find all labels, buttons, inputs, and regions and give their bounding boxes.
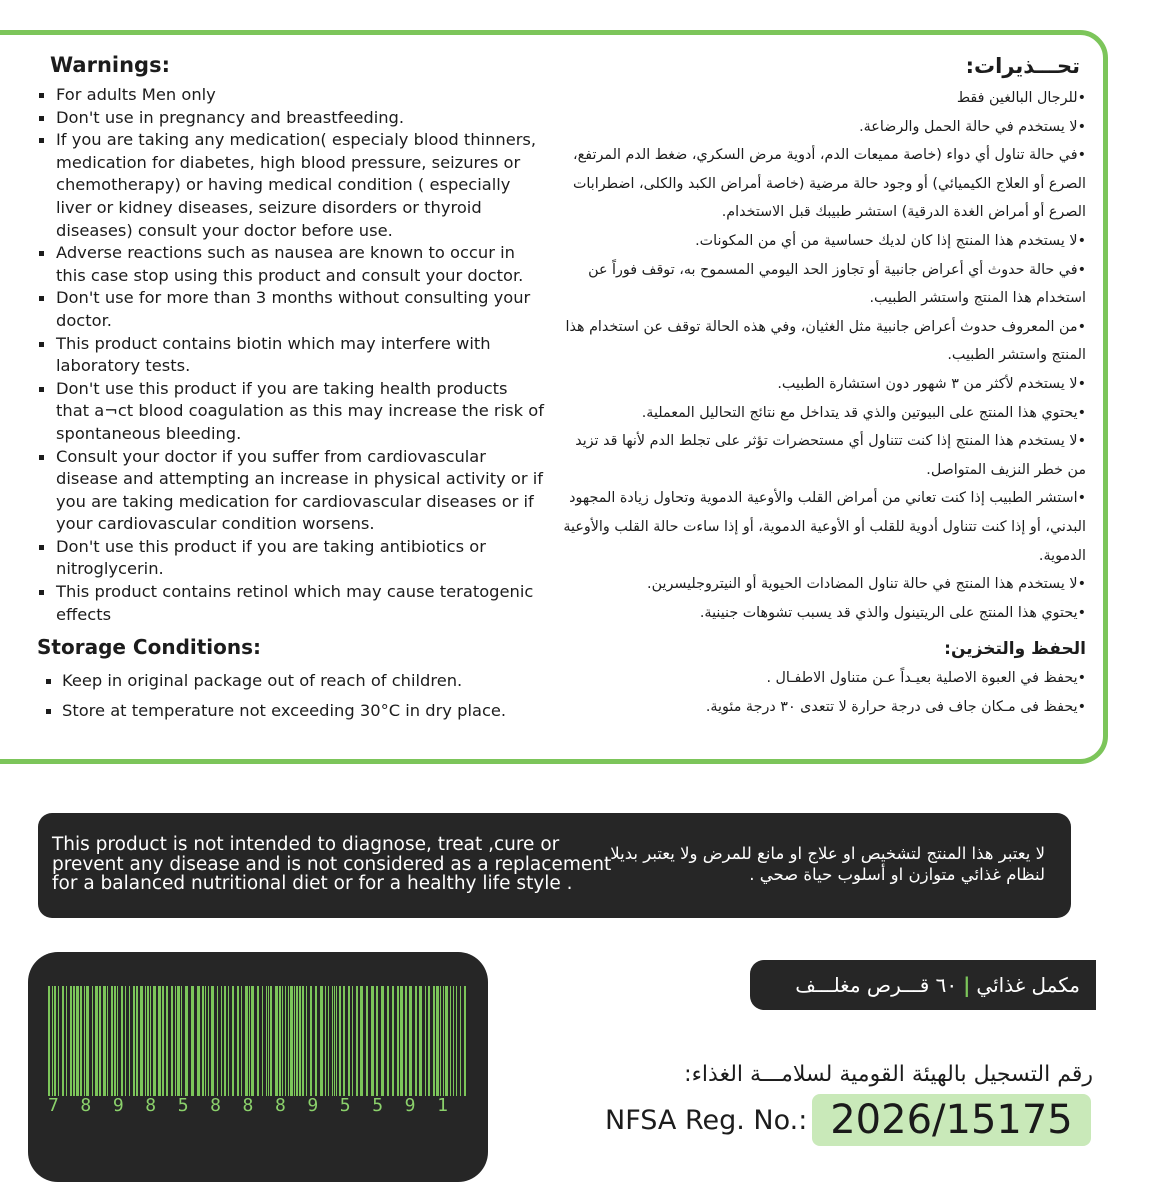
storage-title-en: Storage Conditions: <box>37 635 262 660</box>
storage-item: Store at temperature not exceeding 30°C in dry place. <box>34 696 544 726</box>
barcode-digit: 8 <box>242 1095 254 1116</box>
warning-item-ar: • استشر الطبيب إذا كنت تعاني من أمراض القلب والأوعية الدموية وتحاول زيادة المجهود البدني، أو إذا كنت تتناول أدوية للقلب أو الأوعية الدموية، أو إذا ساءت حالة القلب والأوعية الدموية. <box>556 484 1086 570</box>
warnings-title-ar: تحـــذيرات: <box>965 54 1080 78</box>
warning-item: This product contains biotin which may interfere with laboratory tests. <box>34 333 544 378</box>
warning-item-ar: • يحتوي هذا المنتج على البيوتين والذي قد يتداخل مع نتائج التحاليل المعملية. <box>556 399 1086 428</box>
barcode-digit: 9 <box>404 1095 416 1116</box>
registration-number: 2026/15175 <box>812 1094 1091 1146</box>
barcode-digit: 8 <box>80 1095 92 1116</box>
barcode-digit: 5 <box>339 1095 351 1116</box>
storage-item: Keep in original package out of reach of children. <box>34 666 544 696</box>
barcode-digit: 8 <box>274 1095 286 1116</box>
barcode-digit: 7 <box>48 1095 59 1116</box>
warning-item-ar: • لا يستخدم هذا المنتج إذا كنت تتناول أي مستحضرات تؤثر على تجلط الدم لأنها قد تزيد من خطر النزيف المتواصل. <box>556 427 1086 484</box>
barcode-digit: 5 <box>372 1095 384 1116</box>
barcode-digit: 9 <box>307 1095 319 1116</box>
warning-item-ar: • في حالة تناول أي دواء (خاصة مميعات الدم، أدوية مرض السكري، ضغط الدم المرتفع، الصرع أو العلاج الكيميائي) أو وجود حالة مرضية (خاصة أمراض الكبد والكلى، اضطرابات الصرع أو أمراض الغدة الدرقية) استشر طبيبك قبل الاستخدام. <box>556 141 1086 227</box>
product-badge <box>750 960 1096 1010</box>
warnings-title-en: Warnings: <box>50 53 170 77</box>
tablet-count: ٦٠ قـــرص مغلـــف <box>795 973 958 997</box>
warning-item: Don't use this product if you are taking health products that a¬ct blood coagulation as this may increase the risk of spontaneous bleeding. <box>34 378 544 446</box>
barcode-panel <box>28 952 488 1182</box>
barcode-icon <box>46 986 470 1096</box>
product-type: مكمل غذائي <box>976 973 1080 997</box>
warning-item: Adverse reactions such as nausea are known to occur in this case stop using this product and consult your doctor. <box>34 242 544 287</box>
badge-separator: | <box>963 973 971 997</box>
registration-label-ar: رقم التسجيل بالهيئة القومية لسلامـــة الغذاء: <box>684 1062 1093 1087</box>
storage-list-ar <box>556 664 1086 722</box>
disclaimer-banner <box>38 813 1071 918</box>
barcode-digit: 8 <box>145 1095 157 1116</box>
barcode-digit: 5 <box>177 1095 189 1116</box>
registration-label-en: NFSA Reg. No.: <box>605 1105 808 1136</box>
warning-item: Consult your doctor if you suffer from cardiovascular disease and attempting an increase in physical activity or if you are taking medication for cardiovascular diseases or if your cardiovascular condition worsens. <box>34 446 544 536</box>
warning-item: If you are taking any medication( especialy blood thinners, medication for diabetes, high blood pressure, seizures or chemotherapy) or having medical condition ( especially liver or kidney diseases, seizure disorders or thyroid diseases) consult your doctor before use. <box>34 129 544 242</box>
disclaimer-en: This product is not intended to diagnose, treat ,cure or prevent any disease and is not considered as a replacement for a balanced nutritional diet or for a healthy life style . <box>52 834 612 894</box>
warning-item-ar: • يحتوي هذا المنتج على الريتينول والذي قد يسبب تشوهات جنينية. <box>556 599 1086 628</box>
warning-item: Don't use for more than 3 months without consulting your doctor. <box>34 287 544 332</box>
warning-item-ar: • لا يستخدم هذا المنتج إذا كان لديك حساسية من أي من المكونات. <box>556 227 1086 256</box>
barcode-digit: 8 <box>210 1095 221 1116</box>
warning-item-ar: • لا يستخدم لأكثر من ٣ شهور دون استشارة الطبيب. <box>556 370 1086 399</box>
warning-item-ar: • للرجال البالغين فقط <box>556 84 1086 113</box>
warning-item-ar: • لا يستخدم في حالة الحمل والرضاعة. <box>556 113 1086 142</box>
barcode-digit: 1 <box>437 1095 448 1116</box>
warning-item-ar: • لا يستخدم هذا المنتج في حالة تناول المضادات الحيوية أو النيتروجليسرين. <box>556 570 1086 599</box>
storage-title-ar: الحفظ والتخزين: <box>944 639 1086 660</box>
barcode-digit: 9 <box>112 1095 124 1116</box>
disclaimer-ar: لا يعتبر هذا المنتج لتشخيص او علاج او مانع للمرض ولا يعتبر بديلا لنظام غذائي متوازن او أسلوب حياة صحي . <box>610 844 1045 884</box>
warnings-list-en <box>34 84 544 626</box>
warnings-list-ar <box>556 84 1086 627</box>
warning-item: This product contains retinol which may cause teratogenic effects <box>34 581 544 626</box>
warning-item: Don't use in pregnancy and breastfeeding. <box>34 107 544 130</box>
storage-list-en <box>34 666 544 726</box>
arabic-warnings-column <box>556 52 1086 722</box>
warning-item-ar: • من المعروف حدوث أعراض جانبية مثل الغثيان، وفي هذه الحالة توقف عن استخدام هذا المنتج واستشر الطبيب. <box>556 313 1086 370</box>
warning-item: For adults Men only <box>34 84 544 107</box>
english-warnings-column <box>34 52 544 726</box>
warning-item-ar: • في حالة حدوث أي أعراض جانبية أو تجاوز الحد اليومي المسموح به، توقف فوراً عن استخدام هذا المنتج واستشر الطبيب. <box>556 256 1086 313</box>
storage-item-ar: • يحفظ في العبوة الاصلية بعيـداً عـن متناول الاطفـال . <box>556 664 1086 693</box>
warning-item: Don't use this product if you are taking antibiotics or nitroglycerin. <box>34 536 544 581</box>
barcode-digits <box>48 1095 448 1116</box>
storage-item-ar: • يحفظ فى مـكان جاف فى درجة حرارة لا تتعدى ٣٠ درجة مئوية. <box>556 693 1086 722</box>
